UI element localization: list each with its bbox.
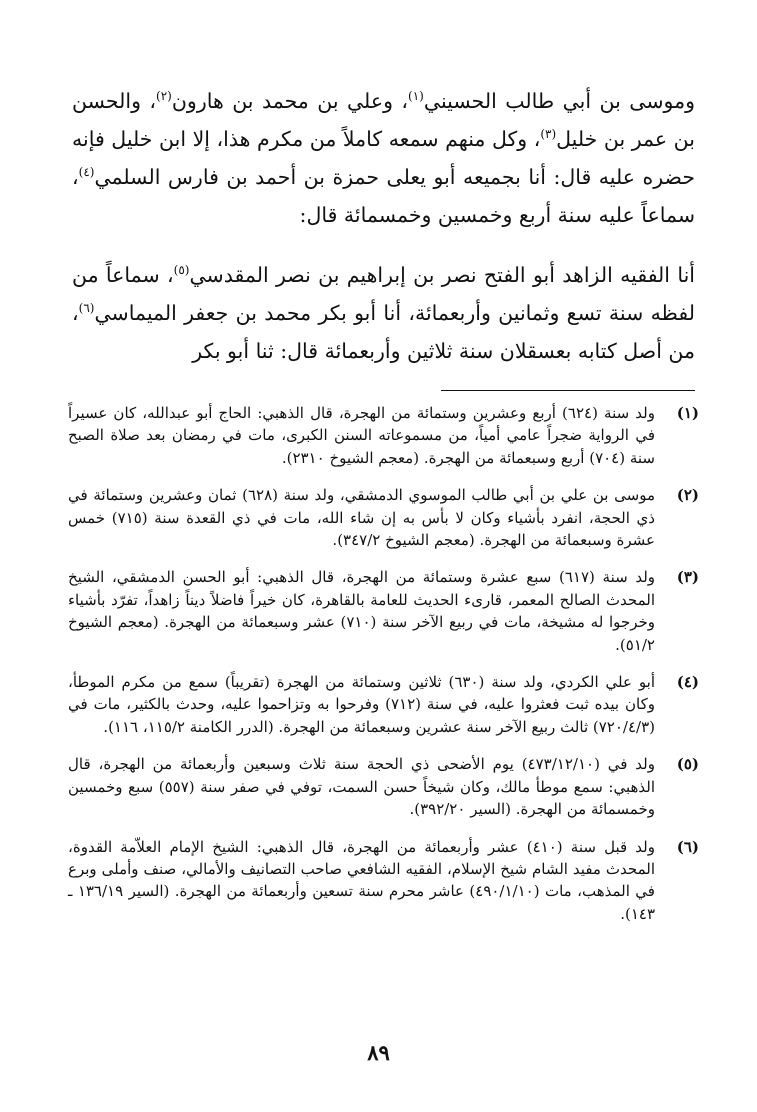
footnote-number: (١): [676, 404, 699, 422]
main-paragraph-2: [72, 256, 695, 370]
text-segment: أنا الفقيه الزاهد أبو الفتح نصر بن إبراهيم بن نصر المقدسي: [189, 263, 695, 287]
footnote-2: [68, 484, 699, 551]
footnote-ref-4: (٤): [78, 165, 95, 180]
main-paragraph-1: [72, 82, 695, 234]
text-segment: ، وعلي بن محمد بن هارون: [171, 89, 409, 113]
footnote-text: أبو علي الكردي، ولد سنة (٦٣٠) ثلاثين وستمائة من الهجرة (تقريباً) سمع من مكرم الموطأ، وكان بيده ثبت فعثروا عليه، في سنة (٧١٢) وفرحوا به وتزاحموا عليه، وحدث بالكثير، مات في (٧٢٠/٤/٣) ثالث ربيع الآخر سنة عشرين وسبعمائة من الهجرة. (الدرر الكامنة ١١٥/٢، ١١٦).: [68, 673, 655, 736]
footnote-6: [68, 836, 699, 926]
footnotes: [68, 402, 699, 940]
footnote-3: [68, 566, 699, 656]
footnote-text: ولد قبل سنة (٤١٠) عشر وأربعمائة من الهجرة، قال الذهبي: الشيخ الإمام العلاّمة القدوة، المحدث مفيد الشام شيخ الإسلام، الفقيه الشافعي صاحب التصانيف والأمالي، صنف وأملى وبرع في المذهب، مات (٤٩٠/١/١٠) عاشر محرم سنة تسعين وأربعمائة من الهجرة. (السير ١٣٦/١٩ ـ ١٤٣).: [68, 837, 655, 923]
footnote-ref-1: (١): [408, 89, 424, 104]
footnote-number: (٢): [676, 486, 699, 505]
footnote-ref-2: (٢): [156, 89, 172, 104]
text-segment: ، سماعاً من لفظه سنة تسع وثمانين وأربعمائة، أنا أبو بكر محمد بن جعفر الميماسي: [72, 263, 695, 325]
footnote-text: ولد في (٤٧٣/١٢/١٠) يوم الأضحى ذي الحجة سنة ثلاث وسبعين وأربعمائة من الهجرة، قال الذهبي: سمع موطأ مالك، وكان شيخاً حسن السمت، توفي في صفر سنة (٥٥٧) سبع وخمسين وخمسمائة من الهجرة. (السير ٣٩٢/٢٠).: [68, 755, 656, 819]
footnote-number: (٦): [676, 837, 699, 856]
footnote-4: [68, 671, 699, 738]
footnote-text: ولد سنة (٦١٧) سبع عشرة وستمائة من الهجرة، قال الذهبي: أبو الحسن الدمشقي، الشيخ المحدث الصالح المعمر، قارىء الحديث للعامة بالقاهرة، كان خيراً فاضلاً ديناً زاهداً، تفرّد بأشياء وخرجوا له مشيخة، مات في ربيع الآخر سنة (٧١٠) عشر وسبعمائة من الهجرة. (معجم الشيوخ ٥١/٢).: [68, 568, 656, 654]
footnote-separator: [441, 390, 695, 391]
footnote-number: (٥): [676, 755, 699, 774]
footnote-ref-3: (٣): [540, 127, 557, 142]
footnote-ref-6: (٦): [78, 301, 95, 316]
main-text: [72, 82, 695, 370]
footnote-5: [68, 753, 699, 820]
footnote-ref-5: (٥): [173, 263, 190, 278]
text-segment: ، والحسن بن عمر بن خليل: [72, 89, 695, 151]
footnote-number: (٣): [676, 568, 699, 587]
footnote-number: (٤): [676, 673, 699, 692]
footnote-text: ولد سنة (٦٢٤) أربع وعشرين وستمائة من الهجرة، قال الذهبي: الحاج أبو عبدالله، كان عسيراً في الرواية ضجراً عامي أمياً، من مسموعاته السنن الكبرى، مات في رمضان بعد صلاة الصبح سنة (٧٠٤) أربع وسبعمائة من الهجرة. (معجم الشيوخ ٢٣١٠).: [68, 404, 655, 467]
text-segment: وموسى بن أبي طالب الحسيني: [423, 89, 695, 113]
footnote-1: [68, 402, 699, 469]
footnote-text: موسى بن علي بن أبي طالب الموسوي الدمشقي، ولد سنة (٦٢٨) ثمان وعشرين وستمائة في ذي الحجة، انفرد بأشياء وكان لا بأس به إن شاء الله، مات في ذي القعدة سنة (٧١٥) خمس عشرة وسبعمائة من الهجرة. (معجم الشيوخ ٣٤٧/٢).: [68, 486, 655, 550]
text-segment: ، وكل منهم سمعه كاملاً من مكرم هذا، إلا ابن خليل فإنه حضره عليه قال: أنا بجميعه أبو يعلى حمزة بن أحمد بن فارس السلمي: [72, 127, 695, 189]
text-segment: ، سماعاً عليه سنة أربع وخمسين وخمسمائة قال:: [72, 165, 695, 227]
text-segment: ، من أصل كتابه بعسقلان سنة ثلاثين وأربعمائة قال: ثنا أبو بكر: [72, 301, 695, 363]
page-number: ٨٩: [367, 1040, 390, 1065]
